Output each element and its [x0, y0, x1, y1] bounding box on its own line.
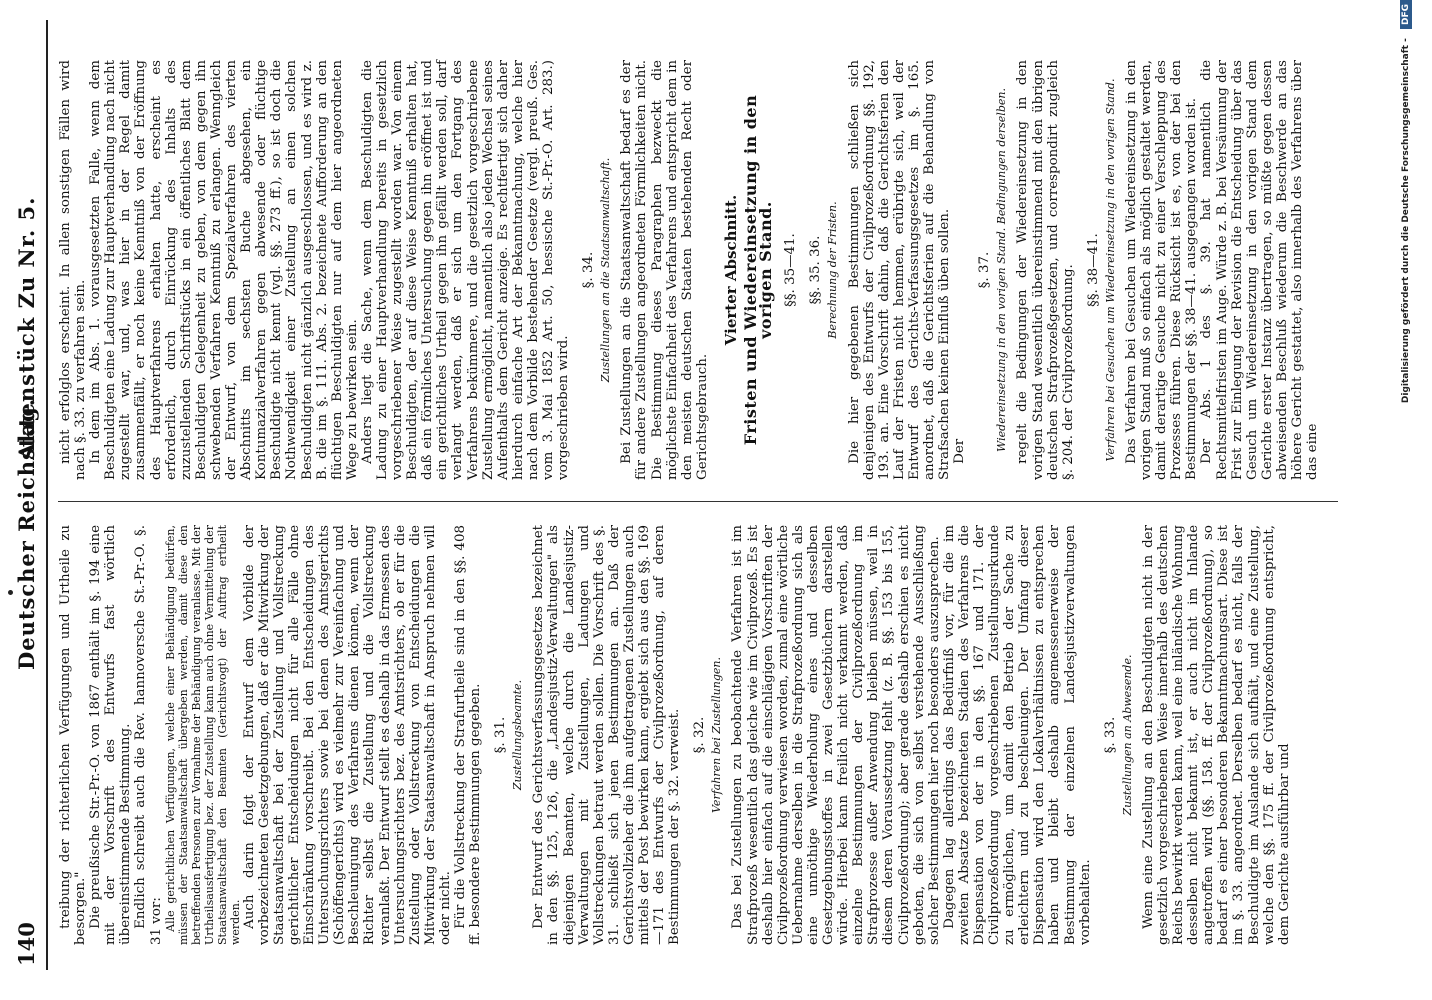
page-header	[10, 20, 48, 970]
section-caption: Wiedereinsetzung in den vorigen Stand. Bedingungen derselben.	[995, 88, 1009, 452]
paragraph: Die hier gegebenen Bestimmungen schließen sich denjenigen des Entwurfs der Civilprozeßordnung §§. 192, 193. an. Eine Vorschrift dahin, daß die Gerichtsferien den Lauf der Fristen nicht hemmen, erübrigte sich, weil der Entwurf des Gerichts-Verfassungsgesetzes im §. 165. anordnet, daß die Gerichtsferien auf die Behandlung von Strafsachen keinen Einfluß üben sollen.	[846, 60, 953, 480]
paragraph: Das Verfahren bei Gesuchen um Wiedereinsetzung in den vorigen Stand muß so einfach als möglich gestaltet werden, damit derartige Gesuche nicht zu einer Verschleppung des Prozesses führen. Diese Rücksicht ist es, von der bei den Bestimmungen der §§. 38—41. ausgegangen worden ist.	[1124, 60, 1200, 480]
section-heading: §§. 35—41.	[783, 233, 799, 307]
page-number: 140	[14, 922, 39, 966]
paragraph: Der	[952, 438, 968, 464]
paragraph: Endlich schreibt auch die Rev. hannoversche St.-Pr.-O. §. 31 vor:	[133, 525, 164, 945]
column-divider	[58, 501, 1338, 502]
section-heading: §. 33.	[1102, 716, 1118, 754]
paragraph: Das bei Zustellungen zu beobachtende Verfahren ist im Strafprozeß wesentlich das gleiche wie im Civilprozeß. Es ist deshalb hier einfach auf die einschlägigen Vorschriften der Civilprozeßordnung verwiesen worden, zumal eine wörtliche Uebernahme derselben in die Strafprozeßordnung sich als eine unnöthige Wiederholung eines und desselben Gesetzgebungsstoffes in zwei Gesetzbüchern darstellen würde. Hierbei kann freilich nicht verkannt werden, daß einzelne Bestimmungen der Civilprozeßordnung im Strafprozesse außer Anwendung bleiben müssen, weil in diesem deren Voraussetzung fehlt (z. B. §§. 153 bis 155, Civilprozeßordnung); aber gerade deshalb erschien es nicht geboten, die sich von selbst verstehende Ausschließung solcher Bestimmungen hier noch besonders auszusprechen.	[730, 525, 942, 945]
section-heading: §. 34.	[581, 251, 597, 289]
paragraph: Bei Zustellungen an die Staatsanwaltschaft bedarf es der für andere Zustellungen angeordneten Förmlichkeiten nicht. Die Bestimmung dieses Paragraphen bezweckt die möglichste Einfachheit des Verfahrens und entspricht dem in den meisten deutschen Staaten bestehenden Recht oder Gerichtsgebrauch.	[619, 60, 710, 480]
paragraph: Der Abs. 1 des §. 39. hat namentlich die Rechtsmittelfristen im Auge. Würde z. B. bei Versäumung der Frist zur Einlegung der Revision die Entscheidung über das Gesuch um Wiedereinsetzung in den vorigen Stand dem Gerichte erster Instanz übertragen, so müßte gegen dessen abweisenden Beschluß wiederum die Beschwerde an das höhere Gericht gestattet, also innerhalb des Verfahrens über das eine	[1199, 60, 1321, 480]
paragraph: Auch darin folgt der Entwurf dem Vorbilde der vorbezeichneten Gesetzgebungen, daß er die Mitwirkung der Staatsanwaltschaft bei der Zustellung und Vollstreckung gerichtlicher Entscheidungen nicht für alle Fälle ohne Einschränkung vorschreibt. Bei den Entscheidungen des Untersuchungsrichters sowie bei denen des Amtsgerichts (Schöffengerichts) wird es vielmehr zur Vereinfachung und Beschleunigung des Verfahrens dienen können, wenn der Richter selbst die Zustellung und die Vollstreckung veranlaßt. Der Entwurf stellt es deshalb in das Ermessen des Untersuchungsrichters bez. des Amtsrichters, ob er für die Zustellung oder Vollstreckung von Entscheidungen die Mitwirkung der Staatsanwaltschaft in Anspruch nehmen will oder nicht.	[241, 525, 453, 945]
chapter-heading: Vierter Abschnitt.	[721, 194, 740, 346]
section-caption: Verfahren bei Gesuchen um Wiedereinsetzung in den vorigen Stand.	[1103, 78, 1117, 462]
paragraph: In dem im Abs. 1. vorausgesetzten Falle, wenn dem Beschuldigten eine Ladung zur Hauptverhandlung nach nicht zugestellt war, und, was hier in der Regel damit zusammenfällt, er noch keine Kenntniß von der Eröffnung des Hauptverfahrens erhalten hatte, erscheint es erforderlich, durch Einrückung des Inhalts des zuzustellenden Schriftstücks in ein öffentliches Blatt dem Beschuldigten Gelegenheit zu geben, von dem gegen ihn schwebenden Verfahren Kenntniß zu erlangen. Wenngleich der Entwurf, von dem Spezialverfahren des vierten Abschnitts im sechsten Buche abgesehen, ein Kontumazialverfahren gegen abwesende oder flüchtige Beschuldigte nicht kennt (vgl. §§. 273 ff.), so ist doch die Nothwendigkeit einer Zustellung an einen solchen Beschuldigten nicht gänzlich ausgeschlossen, und es wird z. B. die im §. 111. Abs. 2. bezeichnete Aufforderung an den flüchtigen Beschuldigten nur auf dem hier angeordneten Wege zu bewirken sein.	[88, 60, 360, 480]
quoted-statute: Alle gerichtlichen Verfügungen, welche einer Behändigung bedürfen, müssen der Staatsanwaltschaft übergeben werden, damit diese den betreffenden Personen zur Vornahme der Behändigung veranlasse. Mit der Urtheilsausfertigung bez. der Zustellung kann auch ohne Vermittelung der Staatsanwaltschaft den Beamten (Gerichtsvogt) der Auftrag ertheilt werden.	[163, 525, 242, 945]
section-caption: Zustellungen an Abwesende.	[1120, 654, 1134, 816]
section-caption: Zustellungsbeamte.	[511, 679, 525, 791]
paragraph: Wenn eine Zustellung an den Beschuldigten nicht in der gesetzlich vorgeschriebenen Weise innerhalb des deutschen Reichs bewirkt werden kann, weil eine inländische Wohnung desselben nicht bekannt ist, er auch nicht im Inlande angetroffen wird (§§. 158. ff. der Civilprozeßordnung), so bedarf es einer besonderen Bekanntmachungsart. Diese ist im §. 33. angeordnet. Derselben bedarf es nicht, falls der Beschuldigte im Auslande sich aufhält, und eine Zustellung, welche den §§. 175 ff. der Civilprozeßordnung entspricht, dem Gerichte ausführbar und	[1140, 525, 1292, 945]
section-caption: Verfahren bei Zustellungen.	[710, 657, 724, 813]
section-heading: §. 31.	[493, 716, 509, 754]
right-column	[58, 60, 1320, 480]
paragraph: regelt die Bedingungen der Wiedereinsetzung in den vorigen Stand wesentlich übereinstimmend mit den übrigen deutschen Strafprozeßgesetzen, und correspondirt zugleich §. 204. der Civilprozeßordnung.	[1015, 60, 1076, 480]
section-heading: §§. 35. 36.	[808, 235, 824, 305]
chapter-heading: Fristen und Wiedereinsetzung in den vorigen Stand.	[741, 94, 776, 446]
paragraph: Für die Vollstreckung der Strafurtheile sind in den §§. 408 ff. besondere Bestimmungen gegeben.	[452, 525, 484, 945]
paragraph: Anders liegt die Sache, wenn dem Beschuldigten die Ladung zu einer Hauptverhandlung bereits in gesetzlich vorgeschriebener Weise zugestellt worden war. Von einem Beschuldigten, der auf diese Weise Kenntniß erhalten hat, daß ein förmliches Untersuchung gegen ihn eröffnet ist und ein gerichtliches Urtheil gegen ihn gefällt werden soll, darf verlangt werden, daß er sich um den Fortgang des Verfahrens bekümmere, und die gesetzlich vorgeschriebene Zustellung ermöglicht, namentlich also jeden Wechsel seines Aufenthalts dem Gericht anzeige. Es rechtfertigt sich daher hierdurch einfache Art der Bekanntmachung, welche hier nach dem Vorbilde bestehender Gesetze (vergl. preuß. Ges. vom 3. Mai 1852 Art. 50, hessische St.-Pr.-O. Art. 283.) vorgeschrieben wird.	[359, 60, 572, 480]
ink-dot	[8, 590, 13, 595]
section-caption: Zustellungen an die Staatsanwaltschaft.	[599, 157, 613, 383]
digitization-footer	[1400, 0, 1412, 1000]
paragraph: Dagegen lag allerdings das Bedürfniß vor, für die im zweiten Absatze bezeichneten Stadien des Verfahrens die Dispensation von der in den §§. 167 und 171. der Civilprozeßordnung vorgeschriebenen Zustellungsurkunde zu ermöglichen, um damit den Betrieb der Sache zu erleichtern und zu beschleunigen. Der Umfang dieser Dispensation wird den Lokalverhältnissen zu entsprechen haben und bleibt deshalb angemessenerweise der Bestimmung der einzelnen Landesjustizverwaltungen vorbehalten.	[941, 525, 1093, 945]
paragraph: Der Entwurf des Gerichtsverfassungsgesetzes bezeichnet in den §§. 125, 126, die „Landesjustiz-Verwaltungen" als diejenigen Beamten, welche durch die Landesjustiz-Verwaltungen mit Zustellungen, Ladungen und Vollstreckungen betraut werden sollen. Die Vorschrift des §. 31. schließt sich jenen Bestimmungen an. Daß der Gerichtsvollzieher die ihm aufgetragenen Zustellungen auch mittels der Post bewirken kann, ergiebt sich aus den §§. 169—171 des Entwurfs der Civilprozeßordnung, auf deren Bestimmungen der §. 32. verweist.	[531, 525, 683, 945]
dfg-logo: DFG	[1400, 0, 1412, 29]
paragraph: nicht erfolglos erscheint. In allen sonstigen Fällen wird nach §. 33. zu verfahren sein.	[58, 60, 89, 480]
section-heading: §. 37.	[977, 251, 993, 289]
left-column	[58, 525, 1292, 945]
running-title-left: Deutscher Reichstag.	[14, 397, 39, 670]
paragraph: Die preußische Str.-Pr.-O. von 1867 enthält im §. 194 eine mit der Vorschrift des Entwurfs fast wörtlich übereinstimmende Bestimmung.	[88, 525, 134, 945]
digitization-note: Digitalisierung gefördert durch die Deutsche Forschungsgemeinschaft -	[1401, 38, 1411, 404]
paragraph: treibung der richterlichen Verfügungen und Urtheile zu besorgen."	[58, 525, 89, 945]
section-caption: Berechnung der Fristen.	[826, 201, 840, 339]
section-heading: §§. 38—41.	[1085, 233, 1101, 307]
running-title-right: Aktenstück Zu Nr. 5.	[14, 196, 39, 460]
section-heading: §. 32.	[692, 716, 708, 754]
